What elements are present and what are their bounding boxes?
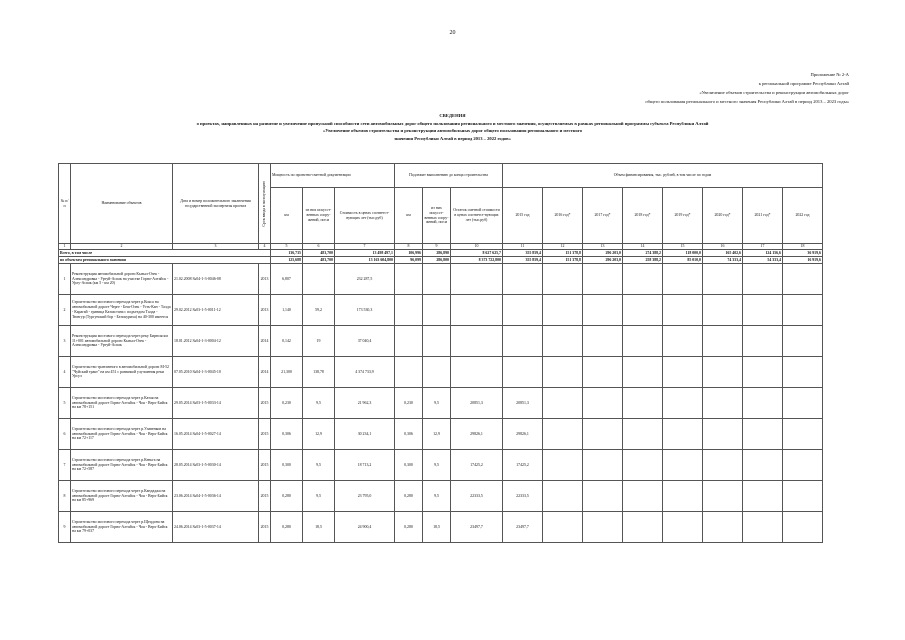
table-row [59,295,823,326]
expertise-doc: 21.02.2008 №04-1-3-0046-08 [173,264,259,295]
totals-row [59,250,823,257]
table-row [59,481,823,512]
capacity-km: 6,807 [271,264,303,295]
capacity-km: 0,280 [271,512,303,543]
funding-year-empty [783,295,823,326]
column-number: 13 [583,244,623,250]
totals-year-value: 118 000,0 [663,250,703,257]
appendix-line-2: к региональной программе Республики Алтай [758,81,849,86]
column-number: 9 [423,244,451,250]
capacity-bridges: 12,9 [303,419,335,450]
column-number: 3 [173,244,259,250]
column-number: 7 [335,244,395,250]
funding-year-empty [783,450,823,481]
commission-year: 2014 [259,326,271,357]
capacity-bridges: 9,5 [303,450,335,481]
funding-year-empty [703,295,743,326]
document-title [0,112,905,142]
column-number: 14 [623,244,663,250]
header-year: 2015 год [503,188,543,244]
title-line-3: «Увеличение объемов строительства и реконструкции автомобильных дорог общего пользования регионального и местного [322,128,583,133]
funding-year-empty [663,481,703,512]
funding-year-empty [783,388,823,419]
column-number: 5 [271,244,303,250]
commission-year: 2014 [259,357,271,388]
funding-year-empty [543,264,583,295]
remaining-cost: 20851,3 [451,388,503,419]
remaining-cost [451,264,503,295]
appendix-line-4: общего пользования регионального и местного значения Республики Алтай в период 2013 – 2023 годы» [645,99,849,104]
funding-year-empty [543,295,583,326]
remaining-bridges [423,264,451,295]
remaining-bridges: 9,5 [423,450,451,481]
funding-year-empty [543,357,583,388]
remaining-cost [451,326,503,357]
appendix-reference [645,70,849,106]
cost-value: 18 713,2 [335,450,395,481]
totals-remaining-cost: 8 627 625,7 [451,250,503,257]
funding-year-empty [623,388,663,419]
table-row [59,326,823,357]
expertise-doc: 16.05.2014 №04-1-5-0027-14 [173,419,259,450]
totals-year-value: 36 919,6 [783,250,823,257]
totals-year-value: 16 919,6 [783,257,823,264]
funding-year-empty [623,357,663,388]
expertise-doc: 18.01.2012 №04-1-3-0004-12 [173,326,259,357]
remaining-bridges: 9,5 [423,388,451,419]
header-remaining: Подлежит выполнению до конца строительства [395,164,503,188]
totals-km: 125,688 [271,257,303,264]
funding-year-empty [743,450,783,481]
header-funding: Объем финансирования, тыс. рублей, в том числе по годам [503,164,823,188]
cost-value: 37 040,4 [335,326,395,357]
cost-value: 30 234,1 [335,419,395,450]
funding-year-empty [583,295,623,326]
totals-bridges: 483,700 [303,250,335,257]
header-name: Наименование объектов [71,164,173,244]
funding-year-empty [583,512,623,543]
totals-row [59,257,823,264]
totals-year-value: 258 388,2 [623,257,663,264]
header-deadline [259,164,271,244]
expertise-doc: 29.05.2014 №03-1-5-0033-14 [173,388,259,419]
capacity-bridges [303,264,335,295]
table-row [59,357,823,388]
funding-year-empty [543,481,583,512]
funding-year-empty [583,450,623,481]
commission-year: 2013 [259,295,271,326]
column-number: 10 [451,244,503,250]
expertise-doc: 28.05.2014 №03-1-5-0030-14 [173,450,259,481]
cost-value: 24 900,4 [335,512,395,543]
header-cost: Стоимость в ценах соответст-вующих лет (тыс.руб) [335,188,395,244]
totals-label: Всего, в том числе [59,250,271,257]
funding-year-empty [583,326,623,357]
remaining-km: 0,300 [395,450,423,481]
funding-year-empty [743,357,783,388]
object-name: Строительство мостового перехода через р.Кеньга на автомобильной дороге Горно-Алтайск - Чоя - Верх-Бийск на км 72+587 [71,450,173,481]
totals-cost: 13 163 604,800 [335,257,395,264]
funding-year-empty [743,512,783,543]
funding-year-empty [663,357,703,388]
object-name: Строительство мостового перехода через р.Кандаджа на автомобильной дороге Горно-Алтайск - Чоя - Верх-Бийск на км 85+969 [71,481,173,512]
table-row [59,264,823,295]
totals-year-value: 355 859,4 [503,257,543,264]
remaining-cost: 23497,7 [451,512,503,543]
cost-value: 232 287,5 [335,264,395,295]
funding-year-empty [703,357,743,388]
totals-year-value: 296 203,0 [583,250,623,257]
capacity-km: 0,280 [271,481,303,512]
header-year: 2019 год* [663,188,703,244]
totals-remaining-cost: 8 373 722,800 [451,257,503,264]
funding-year-empty [783,481,823,512]
funding-year-empty [783,419,823,450]
header-doc: Дата и номер положительного заключения государственной экспертизы проекта [173,164,259,244]
totals-label: по объектам регионального значения [59,257,271,264]
funding-year-empty [583,481,623,512]
funding-year-empty [543,450,583,481]
commission-year: 2015 [259,512,271,543]
capacity-bridges: 18,5 [303,512,335,543]
funding-year-empty [743,264,783,295]
projects-table [58,163,823,543]
funding-2015: 29826,1 [503,419,543,450]
totals-year-value: 74 333,4 [703,257,743,264]
funding-year-empty [743,295,783,326]
header-bridges-2: из них искусст-венных соору-жений, пог.м [423,188,451,244]
header-year: 2022 год [783,188,823,244]
row-number: 7 [59,450,71,481]
object-name: Реконструкция мостового перехода через реку Бирюля км 11+001 автомобильной дороги Кызыл-Озек - Александровка - Уртуй-Аспак [71,326,173,357]
remaining-bridges: 18,5 [423,512,451,543]
funding-2015 [503,357,543,388]
remaining-bridges [423,295,451,326]
cost-value: 23 795,0 [335,481,395,512]
funding-year-empty [703,419,743,450]
totals-year-value: 165 402,6 [703,250,743,257]
remaining-cost [451,357,503,388]
column-number: 16 [703,244,743,250]
expertise-doc: 07.05.2010 №04-1-3-0045-10 [173,357,259,388]
remaining-cost [451,295,503,326]
header-year: 2016 год* [543,188,583,244]
funding-year-empty [623,450,663,481]
object-name: Строительство мостового перехода через р.Кокса на автомобильной дороге Черге - Беш-Озек - Усть-Кан - Талда - Карагай - граница Казахстана с подъездом Талда - Тюнгур (Тургунский бор - Белокуриха) на 40-300 имеется [71,295,173,326]
funding-year-empty [583,264,623,295]
funding-year-empty [663,388,703,419]
remaining-cost: 29826,1 [451,419,503,450]
capacity-km: 21,300 [271,357,303,388]
funding-year-empty [663,326,703,357]
funding-year-empty [663,295,703,326]
funding-year-empty [583,357,623,388]
column-number: 18 [783,244,823,250]
column-number: 4 [259,244,271,250]
funding-year-empty [623,481,663,512]
totals-year-value: 296 203,0 [583,257,623,264]
row-number: 5 [59,388,71,419]
remaining-km [395,357,423,388]
commission-year: 2013 [259,264,271,295]
cost-value: 4 374 733,9 [335,357,395,388]
funding-year-empty [583,419,623,450]
row-number: 9 [59,512,71,543]
remaining-bridges: 12,9 [423,419,451,450]
capacity-km: 1,140 [271,295,303,326]
funding-year-empty [543,419,583,450]
totals-year-value: 274 388,2 [623,250,663,257]
totals-bridges-remaining: 286,890 [423,250,451,257]
totals-bridges-remaining: 286,800 [423,257,451,264]
funding-year-empty [703,264,743,295]
funding-year-empty [663,450,703,481]
funding-2015: 23497,7 [503,512,543,543]
column-number: 12 [543,244,583,250]
capacity-bridges: 138,78 [303,357,335,388]
column-number: 15 [663,244,703,250]
funding-2015: 22333,5 [503,481,543,512]
expertise-doc: 23.06.2014 №04-1-5-0036-14 [173,481,259,512]
column-number: 17 [743,244,783,250]
totals-year-value: 151 378,8 [543,257,583,264]
funding-year-empty [703,512,743,543]
header-year: 2017 год* [583,188,623,244]
totals-year-value: 124 156,6 [743,250,783,257]
remaining-km [395,264,423,295]
funding-year-empty [663,264,703,295]
column-number: 8 [395,244,423,250]
funding-year-empty [623,295,663,326]
table-row [59,450,823,481]
remaining-bridges [423,326,451,357]
cost-value: 21 962,3 [335,388,395,419]
funding-year-empty [783,264,823,295]
object-name: Строительство мостового перехода через р.Щецдона на автомобильной дороге Горно-Алтайск - Чоя - Верх-Бийск на км 79+037 [71,512,173,543]
funding-year-empty [783,357,823,388]
capacity-bridges: 59,2 [303,295,335,326]
row-number: 6 [59,419,71,450]
remaining-cost: 22333,5 [451,481,503,512]
commission-year: 2015 [259,481,271,512]
column-number: 2 [71,244,173,250]
funding-year-empty [743,481,783,512]
column-number: 1 [59,244,71,250]
remaining-km [395,326,423,357]
funding-year-empty [743,388,783,419]
table-row [59,388,823,419]
appendix-line-3: «Увеличение объемов строительства и реконструкции автомобильных дорог [699,90,849,95]
commission-year: 2015 [259,450,271,481]
totals-bridges: 483,700 [303,257,335,264]
row-number: 2 [59,295,71,326]
remaining-km: 0,280 [395,512,423,543]
header-year: 2018 год* [623,188,663,244]
funding-2015: 17425,2 [503,450,543,481]
remaining-km: 0,306 [395,419,423,450]
totals-year-value: 355 859,4 [503,250,543,257]
capacity-bridges: 9,5 [303,388,335,419]
funding-2015 [503,326,543,357]
totals-km-remaining: 106,996 [395,250,423,257]
commission-year: 2015 [259,388,271,419]
funding-2015 [503,264,543,295]
funding-year-empty [543,512,583,543]
funding-year-empty [623,326,663,357]
commission-year: 2015 [259,419,271,450]
remaining-km [395,295,423,326]
funding-year-empty [543,326,583,357]
header-year: 2020 год* [703,188,743,244]
totals-km-remaining: 96,099 [395,257,423,264]
totals-year-value: 54 333,4 [743,257,783,264]
capacity-km: 0,300 [271,450,303,481]
totals-year-value: 85 010,0 [663,257,703,264]
header-km: км [271,188,303,244]
totals-km: 136,735 [271,250,303,257]
header-year: 2021 год* [743,188,783,244]
title-line-1: СВЕДЕНИЯ [439,113,466,118]
totals-cost: 13 498 497,1 [335,250,395,257]
remaining-bridges: 9,5 [423,481,451,512]
funding-year-empty [703,388,743,419]
header-deadline-label: Срок ввода в эксплуатацию [262,180,267,227]
capacity-bridges: 19 [303,326,335,357]
funding-year-empty [783,326,823,357]
cost-value: 173 530,3 [335,295,395,326]
table-body [59,244,823,543]
row-number: 1 [59,264,71,295]
header-km-2: км [395,188,423,244]
object-name: Строительство мостового перехода через р.Катая на автомобильной дороге Горно-Алтайск - Чоя - Верх-Бийск на км 78+151 [71,388,173,419]
table-row [59,419,823,450]
row-number: 4 [59,357,71,388]
funding-year-empty [743,419,783,450]
title-line-4: значения Республики Алтай в период 2013 – 2022 годов» [394,135,511,141]
object-name: Реконструкция автомобильной дороги Кызыл-Озек - Александровка - Уртуй-Аспак на участке Горно-Алтайск - Урлу-Аспак (км 5 - км 20) [71,264,173,295]
object-name: Строительство мостового перехода через р.Улавенков на автомобильной дороге Горно-Алтайск - Чоя - Верх-Бийск на км 72+117 [71,419,173,450]
column-number: 11 [503,244,543,250]
remaining-km: 0,280 [395,481,423,512]
header-bridges: из них искусст-венных соору-жений, пог.м [303,188,335,244]
funding-year-empty [703,481,743,512]
row-number: 8 [59,481,71,512]
remaining-cost: 17425,2 [451,450,503,481]
funding-year-empty [703,450,743,481]
funding-year-empty [783,512,823,543]
expertise-doc: 24.06.2014 №03-1-5-0037-14 [173,512,259,543]
funding-year-empty [543,388,583,419]
title-line-2: о проектах, направленных на развитие и увеличение пропускной способности сети автомобильных дорог общего пользования регионального и местного значения, осуществляемых в рамках региональной программы субъекта Республики Алтай [196,120,709,126]
row-number: 3 [59,326,71,357]
funding-year-empty [623,512,663,543]
funding-2015: 20851,3 [503,388,543,419]
object-name: Строительство транзитного в автомобильной дороги М-52 "Чуйский тракт" на км 451 с развязкой улучшения реки Урсул [71,357,173,388]
header-num: № п/п [59,164,71,244]
funding-year-empty [623,264,663,295]
remaining-bridges [423,357,451,388]
page-number: 20 [449,30,456,36]
table-row [59,512,823,543]
funding-year-empty [583,388,623,419]
appendix-line-1: Приложение № 2-А [810,72,849,77]
funding-year-empty [663,419,703,450]
expertise-doc: 29.02.2012 №03-1-5-0011-12 [173,295,259,326]
remaining-km: 0,230 [395,388,423,419]
funding-2015 [503,295,543,326]
capacity-km: 0,230 [271,388,303,419]
funding-year-empty [623,419,663,450]
funding-year-empty [703,326,743,357]
header-remaining-cost: Остаток сметной стоимости в ценах соответст-вующих лет (тыс.руб) [451,188,503,244]
capacity-km: 0,142 [271,326,303,357]
header-capacity: Мощность по проектно-сметной документации [271,164,395,188]
column-number: 6 [303,244,335,250]
funding-year-empty [743,326,783,357]
funding-year-empty [663,512,703,543]
totals-year-value: 151 378,8 [543,250,583,257]
capacity-bridges: 9,5 [303,481,335,512]
capacity-km: 0,306 [271,419,303,450]
